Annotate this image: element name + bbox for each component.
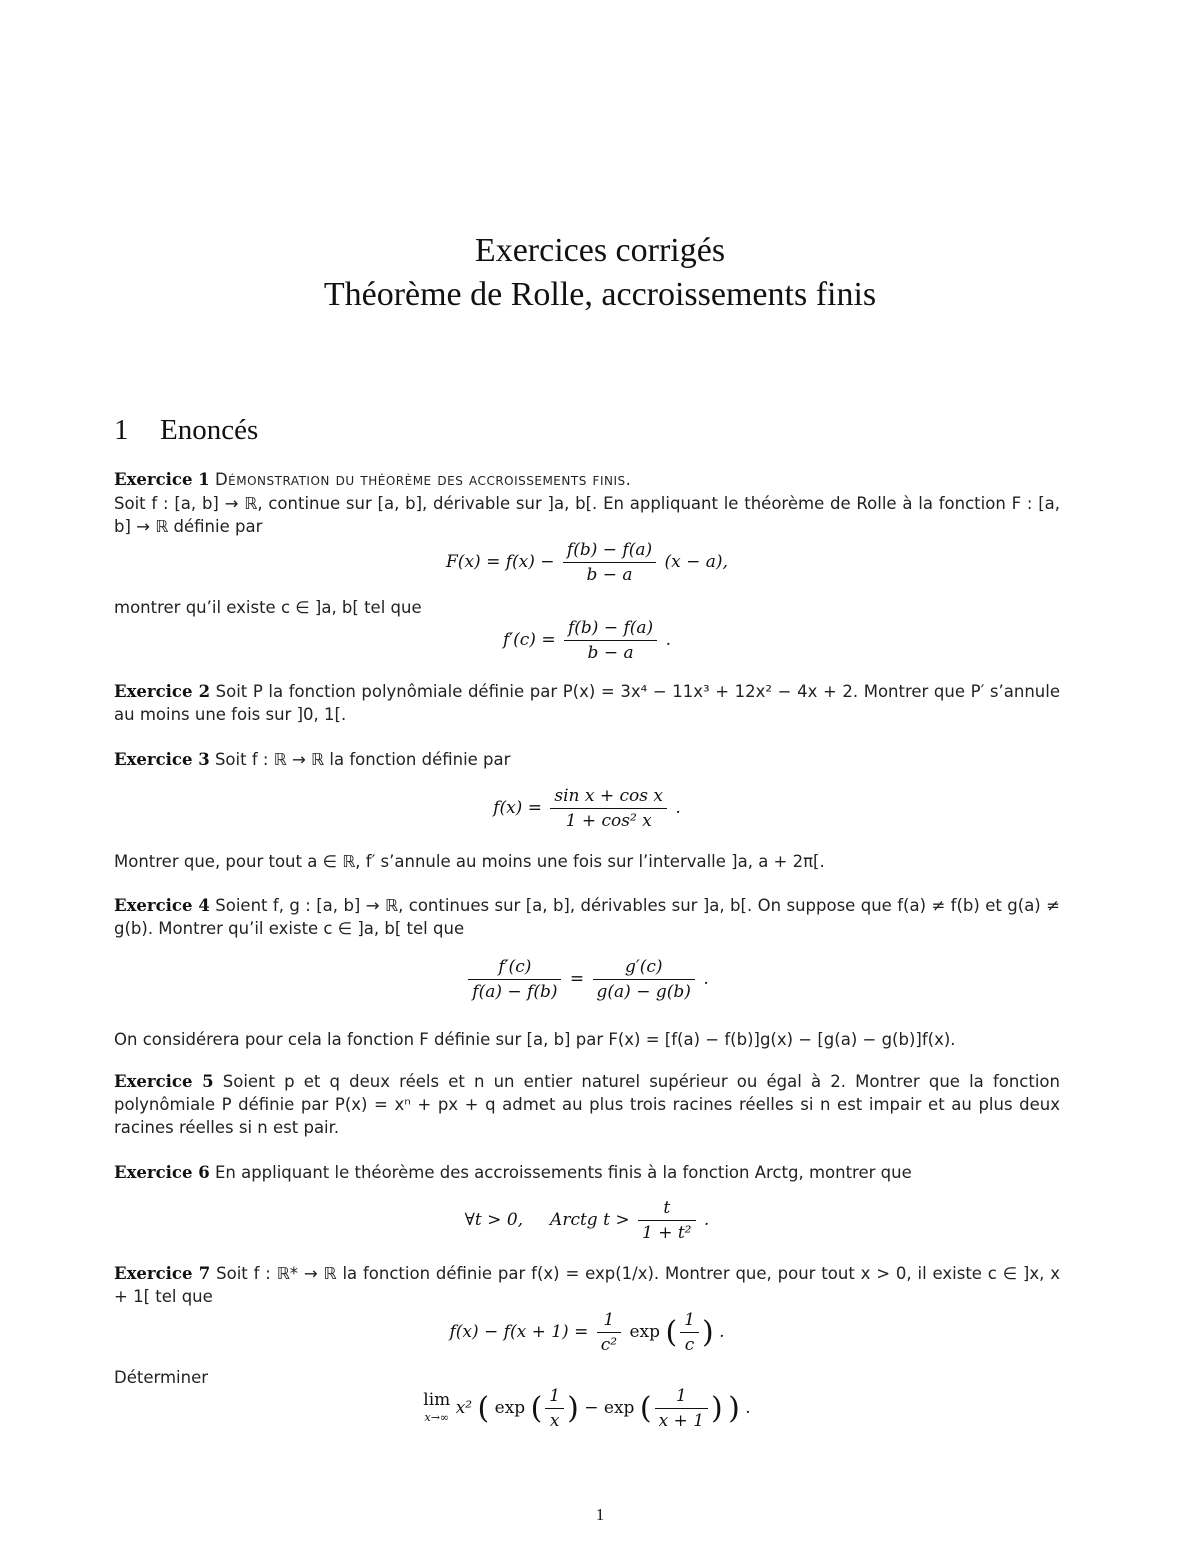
exercise-3-equation bbox=[114, 784, 1060, 833]
numerator: 1 bbox=[603, 1310, 615, 1330]
exercise-5-label: Exercice 5 bbox=[114, 1072, 214, 1091]
numerator: t bbox=[663, 1198, 671, 1218]
eq-left: f(x) − f(x + 1) = bbox=[449, 1322, 589, 1342]
exercise-1-equation-2 bbox=[114, 616, 1060, 665]
denominator: 1 + t² bbox=[638, 1220, 696, 1245]
right-paren: ) bbox=[567, 1391, 579, 1426]
exp-function: exp bbox=[494, 1398, 526, 1418]
numerator: g′(c) bbox=[624, 957, 663, 977]
exercise-6-label: Exercice 6 bbox=[114, 1163, 210, 1182]
numerator: sin x + cos x bbox=[554, 786, 663, 806]
numerator: f(b) − f(a) bbox=[568, 618, 654, 638]
eq-right: (x − a), bbox=[664, 552, 728, 572]
section-title: Enoncés bbox=[160, 414, 259, 446]
eq-equals: = bbox=[569, 969, 585, 989]
denominator: x bbox=[545, 1408, 564, 1433]
eq-right: . bbox=[719, 1322, 725, 1342]
exercise-3-label: Exercice 3 bbox=[114, 750, 210, 769]
exercise-1-text: Soit f : [a, b] → ℝ, continue sur [a, b], dérivable sur ]a, b[. En appliquant le théorème de Rolle à la fonction F : [a, b] → ℝ définie par bbox=[114, 494, 1060, 536]
eq-right: . bbox=[703, 969, 709, 989]
eq-right: . bbox=[675, 798, 681, 818]
exercise-1-equation-1 bbox=[114, 538, 1060, 587]
exercise-2-label: Exercice 2 bbox=[114, 682, 211, 701]
outer-right-paren: ) bbox=[728, 1391, 740, 1426]
exercise-6 bbox=[114, 1161, 1060, 1184]
eq-right: . bbox=[745, 1398, 751, 1418]
eq-left: F(x) = f(x) − bbox=[446, 552, 555, 572]
exercise-7 bbox=[114, 1262, 1060, 1308]
denominator: c² bbox=[597, 1332, 621, 1357]
minus-exp: − exp bbox=[584, 1398, 635, 1418]
numerator: 1 bbox=[684, 1310, 695, 1330]
right-paren: ) bbox=[711, 1391, 723, 1426]
exercise-4-text-2: On considérera pour cela la fonction F définie sur [a, b] par F(x) = [f(a) − f(b)]g(x) − [g(a) − g(b)]f(x). bbox=[114, 1030, 956, 1049]
inner-fraction bbox=[680, 1308, 699, 1357]
document-title-line2: Théorème de Rolle, accroissements finis bbox=[323, 276, 877, 313]
exercise-1-title: Démonstration du théorème des accroissements finis. bbox=[214, 470, 632, 489]
exercise-1-text-2: montrer qu’il existe c ∈ ]a, b[ tel que bbox=[114, 598, 422, 617]
fraction-1 bbox=[545, 1384, 564, 1433]
left-paren: ( bbox=[665, 1315, 678, 1350]
numerator: 1 bbox=[549, 1386, 561, 1406]
exp-function: exp bbox=[629, 1322, 661, 1342]
exercise-4 bbox=[114, 894, 1060, 940]
exercise-6-equation bbox=[114, 1196, 1060, 1245]
exercise-7-equation-2 bbox=[114, 1384, 1060, 1433]
denominator: g(a) − g(b) bbox=[593, 979, 695, 1004]
left-paren: ( bbox=[639, 1391, 652, 1426]
exercise-2-text: Soit P la fonction polynômiale définie par P(x) = 3x⁴ − 11x³ + 12x² − 4x + 2. Montrer que P′ s’annule au moins une fois sur ]0, 1[. bbox=[114, 682, 1060, 724]
section-number: 1 bbox=[114, 414, 129, 446]
exercise-7-text: Soit f : ℝ* → ℝ la fonction définie par f(x) = exp(1/x). Montrer que, pour tout x > 0, il existe c ∈ ]x, x + 1[ tel que bbox=[114, 1264, 1060, 1306]
eq-left: ∀t > 0, Arctg t > bbox=[464, 1210, 630, 1230]
exercise-4-equation bbox=[114, 955, 1060, 1004]
fraction-left bbox=[468, 955, 561, 1004]
exercise-5 bbox=[114, 1070, 1060, 1139]
numerator: f(b) − f(a) bbox=[566, 540, 653, 560]
exercise-4-text: Soient f, g : [a, b] → ℝ, continues sur [a, b], dérivables sur ]a, b[. On suppose que f(a) ≠ f(b) et g(a) ≠ g(b). Montrer qu’il existe c ∈ ]a, b[ tel que bbox=[114, 896, 1060, 938]
fraction bbox=[597, 1308, 621, 1357]
exercise-3 bbox=[114, 748, 1060, 771]
section-heading bbox=[114, 414, 258, 447]
denominator: f(a) − f(b) bbox=[468, 979, 561, 1004]
document-title-line1: Exercices corrigés bbox=[474, 232, 726, 269]
outer-left-paren: ( bbox=[477, 1391, 490, 1426]
numerator: f′(c) bbox=[498, 957, 532, 977]
exercise-3-text-2: Montrer que, pour tout a ∈ ℝ, f′ s’annule au moins une fois sur l’intervalle ]a, a + 2π[. bbox=[114, 852, 825, 871]
exercise-7-equation-1 bbox=[114, 1308, 1060, 1357]
exercise-1-heading bbox=[114, 468, 1060, 491]
fraction bbox=[550, 784, 667, 833]
page-number: 1 bbox=[595, 1505, 605, 1524]
fraction bbox=[638, 1196, 696, 1245]
limit-operator bbox=[423, 1391, 450, 1427]
denominator: b − a bbox=[564, 640, 657, 665]
numerator: 1 bbox=[675, 1386, 687, 1406]
eq-left: f(x) = bbox=[493, 798, 542, 818]
exercise-1-label: Exercice 1 bbox=[114, 470, 210, 489]
left-paren: ( bbox=[530, 1391, 543, 1426]
exercise-6-text: En appliquant le théorème des accroissements finis à la fonction Arctg, montrer que bbox=[214, 1163, 912, 1182]
eq-right: . bbox=[703, 1210, 710, 1230]
denominator: c bbox=[680, 1332, 699, 1357]
exercise-5-text: Soient p et q deux réels et n un entier naturel supérieur ou égal à 2. Montrer que la fonction polynômiale P définie par P(x) = xⁿ + px + q admet au plus trois racines réelles si n est impair et au plus deux racines réelles si n est pair. bbox=[114, 1072, 1060, 1137]
exercise-2 bbox=[114, 680, 1060, 726]
exercise-3-text: Soit f : ℝ → ℝ la fonction définie par bbox=[214, 750, 511, 769]
x-squared: x² bbox=[455, 1398, 473, 1418]
exercise-7-label: Exercice 7 bbox=[114, 1264, 211, 1283]
eq-right: . bbox=[665, 630, 671, 650]
denominator: 1 + cos² x bbox=[550, 808, 667, 833]
lim-text: lim bbox=[423, 1389, 451, 1410]
denominator: x + 1 bbox=[655, 1408, 708, 1433]
fraction-2 bbox=[655, 1384, 708, 1433]
eq-left: f′(c) = bbox=[503, 630, 556, 650]
denominator: b − a bbox=[563, 562, 656, 587]
right-paren: ) bbox=[701, 1315, 714, 1350]
exercise-4-label: Exercice 4 bbox=[114, 896, 210, 915]
exercise-7-text-2: Déterminer bbox=[114, 1368, 209, 1387]
lim-subscript: x→∞ bbox=[424, 1410, 450, 1424]
fraction bbox=[563, 538, 656, 587]
fraction-right bbox=[593, 955, 695, 1004]
fraction bbox=[564, 616, 657, 665]
